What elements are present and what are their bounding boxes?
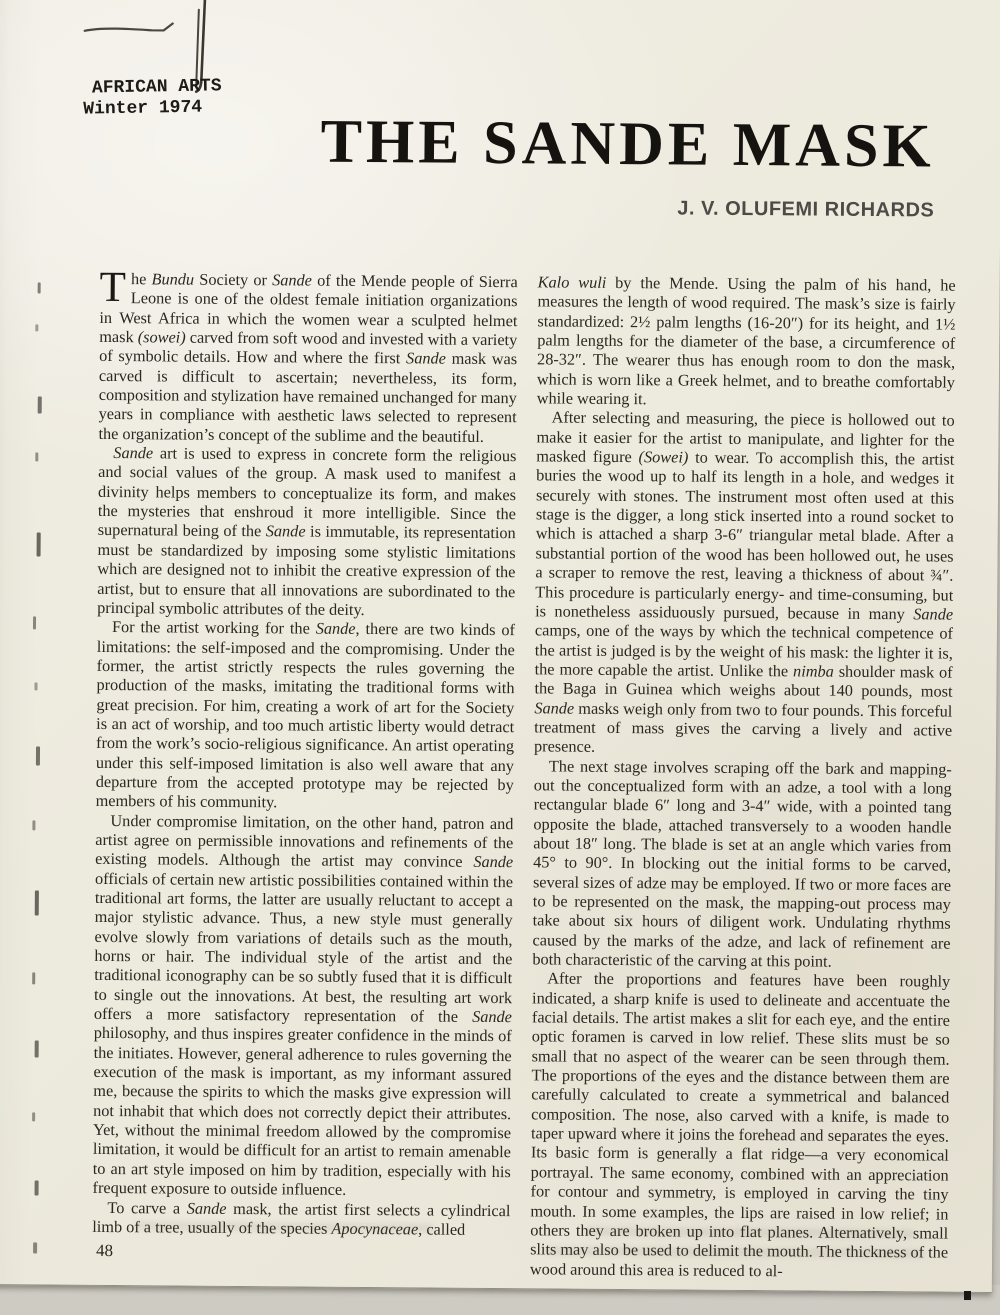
journal-stamp bbox=[83, 76, 222, 120]
paragraph: Kalo wuli by the Mende. Using the palm of his hand, he measures the length of wood required. The mask’s size is fairly standardized: 2½ palm lengths (16-20″) for its height, and 1½ palm lengths for the diameter of the base, a circumference of 28-32″. The wearer thus has enough room to don the mask, which is worn like a Greek helmet, and to breathe comfortably while wearing it. bbox=[536, 272, 956, 409]
right-column bbox=[530, 272, 956, 1281]
paragraph: The next stage involves scraping off the bark and mapping-out the conceptualized form with an adze, a tool with a long rectangular blade 6″ long and 3-4″ wide, with a pointed tang opposite the blade, attached transversely to a wooden handle about 18″ long. The blade is set at an angle which varies from 45° to 90°. In blocking out the initial forms to be carved, several sizes of adze may be employed. If two or more faces are to be represented on the mask, the mapping-out process may take about six hours of diligent work. Undulating rhythms caused by the marks of the adze, and lack of refinement are both characteristic of the carving at this point. bbox=[532, 756, 952, 971]
paragraph: After the proportions and features have been roughly indicated, a sharp knife is used to delineate and accentuate the facial details. The artist makes a slit for each eye, and the entire optic foramen is carved in low relief. These slits must be so small that no aspect of the wearer can be seen through them. The proportions of the eyes and the distance between them are carefully calculated to create a symmetrical and balanced composition. The nose, also carved with a knife, is made to taper upward where it joins the forehead and separates the eyes. Its basic form is generally a flat ridge—a very economical portrayal. The same economy, combined with an appreciation for contour and symmetry, is employed in carving the tiny mouth. In some examples, the lips are raised in low relief; in others they are broken up into flat planes. Alternatively, small slits may also be used to delimit the mouth. The thickness of the wood around this area is reduced to al- bbox=[529, 968, 951, 1280]
dropcap: T bbox=[99, 263, 127, 312]
stamp-line2: Winter 1974 bbox=[83, 97, 203, 120]
article-body bbox=[92, 263, 956, 1282]
article-title: THE SANDE MASK bbox=[320, 107, 936, 181]
paragraph: For the artist working for the Sande, there are two kinds of limitations: the self-imposed and the compromising. Under the former, the artist strictly respects the rules governing the production of the masks, imitating the traditional forms with great precision. For him, creating a work of art for the Society is an act of worship, and too much artistic liberty would detract from the work’s socio-religious significance. An artist operating under this self-imposed limitation is also well aware that any departure from the accepted prototype may be rejected by members of his community. bbox=[95, 617, 516, 812]
binding-marks bbox=[0, 0, 54, 1285]
paragraph: Sande art is used to express in concrete form the religious and social values of the group. A mask used to manifest a divinity helps members to conceptualize its form, and makes the mysteries that enshroud it more intelligible. Since the supernatural being of the Sande is immutable, its representation must be standardized by imposing some stylistic limitations which are designed not to inhibit the creative expression of the artist, but to ensure that all innovations are subordinated to the principal symbolic attributes of the deity. bbox=[97, 443, 517, 619]
paragraph: To carve a Sande mask, the artist first selects a cylindrical limb of a tree, usually of the species Apocynaceae, called bbox=[92, 1197, 511, 1239]
left-column bbox=[92, 263, 518, 1278]
paragraph: After selecting and measuring, the piece is hollowed out to make it easier for the artist to manipulate, and lighter for the masked figure (Sowei) to wear. To accomplish this, the artist buries the wood up to half its length in a hole, and wedges it securely with stones. The instrument most often used at this stage is the digger, a long stick inserted into a round socket to which is attached a sharp 3-6″ triangular metal blade. After a substantial portion of the wood has been hollowed out, he uses a scraper to remove the rest, leaving a thickness of about ¾″. This procedure is particularly energy- and time-consuming, but is nonetheless assiduously pursued, because in many Sande camps, one of the ways by which the technical competence of the artist is judged is by the weight of his mask: the lighter it is, the more capable the artist. Unlike the nimba shoulder mask of the Baga in Guinea which weighs about 140 pounds, most Sande masks weigh only from two to four pounds. This forceful treatment of mass gives the carving a lively and active presence. bbox=[533, 407, 955, 757]
edge-mark bbox=[964, 1291, 971, 1300]
masthead bbox=[232, 107, 936, 223]
article-author: J. V. OLUFEMI RICHARDS bbox=[677, 197, 935, 222]
page-number: 48 bbox=[96, 1240, 114, 1261]
pencil-mark bbox=[82, 17, 178, 42]
paragraph: Under compromise limitation, on the other hand, patron and artist agree on permissible innovations and refinements of the existing models. Although the artist may convince Sande officials of certain new artistic possibilities contained within the traditional art forms, the latter are usually reluctant to accept a major stylistic advance. Thus, a new style must generally evolve slowly from variations of details such as the mouth, horns or hair. The individual style of the artist and the traditional iconography can be so subtly fused that it is difficult to single out the innovations. At best, the resulting art work offers a more satisfactory representation of the Sande philosophy, and thus inspires greater confidence in the minds of the initiates. However, general adherence to rules governing the execution of the mask is important, as my informant assured me, because the spirits to which the masks give expression will not inhabit that which does not correctly depict their attributes. Yet, without the minimal freedom allowed by the compromise limitation, it would be difficult for an artist to remain amenable to an art style imposed on him by tradition, especially with his frequent exposure to outside influence. bbox=[92, 810, 514, 1200]
stamp-line1: AFRICAN ARTS bbox=[91, 76, 222, 99]
paragraph: The Bundu Society or Sande of the Mende people of Sierra Leone is one of the oldest female initiation organizations in West Africa in which the women wear a sculpted helmet mask (sowei) carved from soft wood and invested with a variety of symbolic details. How and where the first Sande mask was carved is difficult to ascertain; nevertheless, its form, composition and stylization have remained unchanged for many years in compliance with aesthetic laws selected to represent the organization’s concept of the sublime and the beautiful. bbox=[98, 263, 518, 446]
